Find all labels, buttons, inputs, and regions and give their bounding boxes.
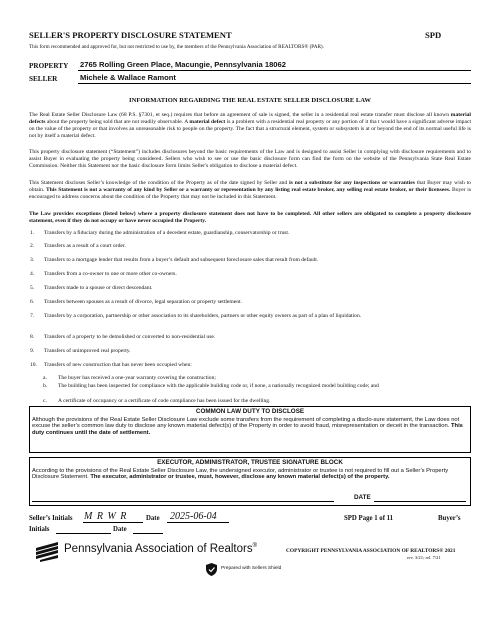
property-label: PROPERTY [29,62,69,70]
seller-date-label: Date [146,515,160,522]
par-logo-text: Pennsylvania Association of Realtors® [64,543,257,555]
buyer-date-label: Date [113,526,127,533]
executor-signature-line[interactable] [32,501,334,502]
seller-initials-value[interactable]: M R W R [84,511,128,522]
statement-purpose-paragraph: This property disclosure statement (“Statement”) includes disclosures beyond the basic requirements of the Law and is designed to assist Seller in complying with disclosure requirements and to assist Buyer in evaluating the property being considered. Sellers who wish to see or use the basic disclosure form can find the form on the website of the Pennsylvania State Real Estate Commission. Neither this Statement nor the basic disclosure form limits Seller's obligation to disclose a material defect. [29,149,471,169]
form-title: SELLER'S PROPERTY DISCLOSURE STATEMENT [29,30,232,40]
property-value[interactable]: 2765 Rolling Green Place, Macungie, Pennsylvania 18062 [80,60,286,69]
disclosure-law-paragraph: The Real Estate Seller Disclosure Law (68 P.S. §7301, et seq.) requires that before an agreement of sale is signed, the seller in a residential real estate transfer must disclose all known material defects about the property being sold that are not readily observable. A material defect is a problem with a residential real property or any portion of it tha t would have a significant adverse impact on the value of the property or that involves an unreasonable risk to people on the property. The fact that a structural element, system or subsystem is at or beyond the end of its normal useful life is not by itself a material defect. [29,112,472,139]
executor-date-line[interactable] [374,501,466,502]
form-notice: This form recommended and approved for, but not restricted to use by, the members of the Pennsylvania Association of REALTORS® (PAR). [29,44,324,50]
buyer-initials-line[interactable] [56,533,111,534]
property-underline [78,70,471,71]
seller-label: SELLER [29,75,58,83]
exceptions-intro-paragraph: The Law provides exceptions (listed below) where a property disclosure statement does not have to be completed. All other sellers are obligated to complete a property disclosure statement, even if they do not occupy or have never occupied the Property. [29,211,471,224]
seller-initials-line [83,522,143,523]
section-heading: INFORMATION REGARDING THE REAL ESTATE SELLER DISCLOSURE LAW [129,97,371,104]
seller-date-value[interactable]: 2025-06-04 [170,511,217,522]
par-logo [36,540,276,562]
seller-underline [78,83,471,84]
buyers-label: Buyer’s [438,515,461,522]
executor-signature-box [29,457,471,506]
sellers-shield [206,563,306,577]
copyright: COPYRIGHT PENNSYLVANIA ASSOCIATION OF REALTORS® 2021 [286,548,456,554]
initials-label: Initials [29,526,50,533]
page-number: SPD Page 1 of 11 [344,515,394,522]
executor-title: EXECUTOR, ADMINISTRATOR, TRUSTEE SIGNATURE BLOCK [157,459,343,466]
seller-initials-label: Seller’s Initials [29,515,73,522]
common-law-duty-box [29,406,471,453]
statement-scope-paragraph: This Statement discloses Seller’s knowledge of the condition of the Property as of the date signed by Seller and is not a substitute for any inspections or warranties that Buyer may wish to obtain. This Statement is not a warranty of any kind by Seller or a warranty or representation by any listing real estate broker, any selling real estate broker, or their licensees. Buyer is encouraged to address concerns about the condition of the Property that may not be included in this Statement. [29,180,472,200]
shield-text: Prepared with Sellers Shield [221,566,282,571]
shield-icon [206,563,217,576]
common-law-title: COMMON LAW DUTY TO DISCLOSE [195,408,305,415]
executor-date-label: DATE [354,494,371,501]
buyer-date-line[interactable] [133,533,163,534]
revision: rev. 3/21; rel. 7/21 [407,555,441,560]
form-code: SPD [425,30,442,40]
common-law-text: Although the provisions of the Real Estate Seller Disclosure Law exclude some transfers from the requirement of completing a disclo-sure statement, the Law does not excuse the seller’s common law duty to disclose any known material defect(s) of the Property in order to avoid fraud, misrepresentation or deceit in the transaction. This duty continues until the date of settlement. [32,416,463,437]
seller-date-line [167,522,229,523]
seller-value[interactable]: Michele & Wallace Ramont [80,73,176,82]
par-logo-icon [36,540,58,562]
executor-text: According to the provisions of the Real Estate Seller Disclosure Law, the undersigned executor, administrator or trustee is not required to fill out a Seller’s Property Disclosure Statement. The executor, administrator or trustee, must, however, disclose any known material defect(s) of the property. [32,467,449,481]
